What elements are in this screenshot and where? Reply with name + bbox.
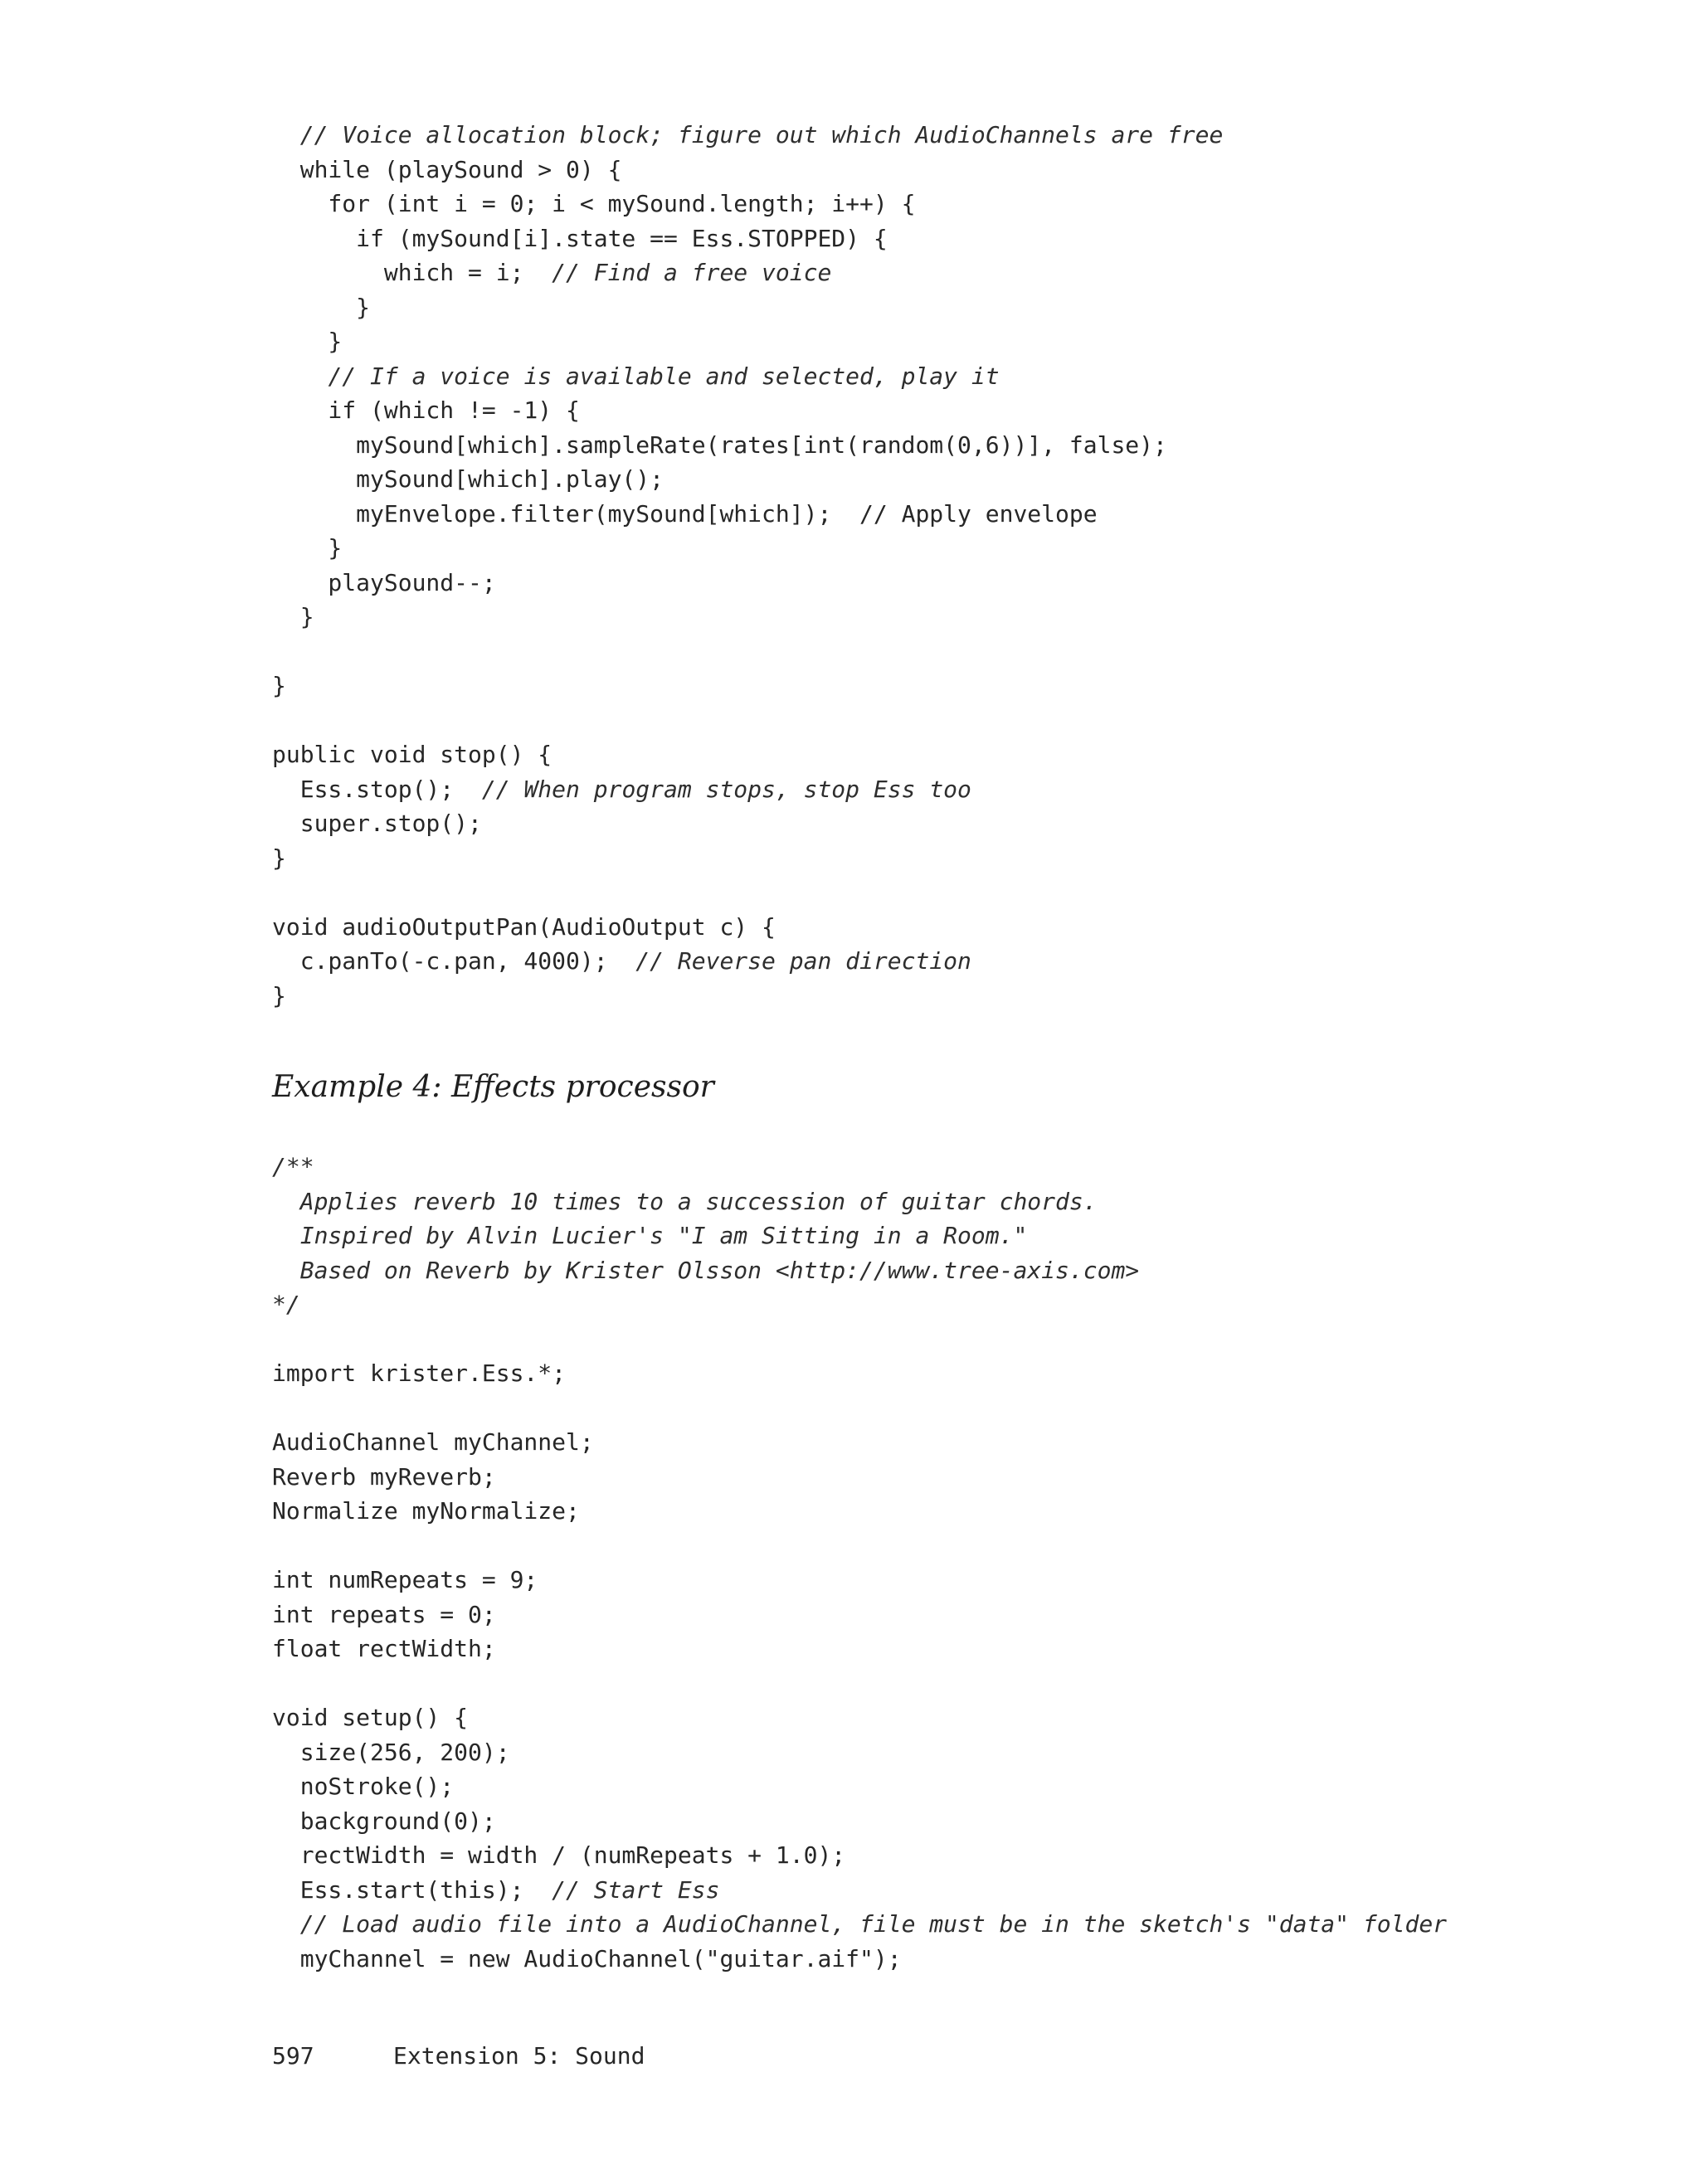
code-line: [272, 910, 1223, 945]
code-line: [272, 497, 1223, 532]
code-text: void setup() {: [272, 1704, 469, 1731]
code-text: mySound[which].sampleRate(rates[int(random(0,6))], false);: [272, 430, 1167, 459]
code-line: [272, 772, 1223, 807]
code-text: Normalize myNormalize;: [272, 1497, 580, 1525]
code-text: }: [272, 293, 371, 321]
code-line: [272, 1700, 1447, 1735]
code-listing-effects-processor: [272, 1150, 1447, 1976]
code-line: [272, 1494, 1447, 1529]
code-line: [272, 1460, 1447, 1495]
code-comment: /**: [272, 1153, 314, 1180]
code-line: [272, 875, 1223, 910]
code-text: rectWidth = width / (numRepeats + 1.0);: [272, 1841, 846, 1869]
code-text: import krister.Ess.*;: [272, 1360, 567, 1387]
code-line: [272, 737, 1223, 772]
code-text: while (playSound > 0) {: [272, 155, 622, 183]
code-line: [272, 1632, 1447, 1666]
code-text: for (int i = 0; i < mySound.length; i++) {: [272, 190, 916, 217]
section-heading: Example 4: Effects processor: [272, 1070, 714, 1104]
code-text: }: [272, 844, 286, 872]
code-comment: // Load audio file into a AudioChannel, file must be in the sketch's "data" folder: [299, 1910, 1448, 1938]
code-line: [272, 806, 1223, 841]
code-line: [272, 1563, 1447, 1598]
code-text: if (which != -1) {: [272, 396, 580, 424]
code-line: [272, 428, 1223, 463]
code-text: c.panTo(-c.pan, 4000);: [272, 947, 636, 975]
code-line: [272, 290, 1223, 325]
code-line: [272, 1287, 1447, 1322]
code-text: void audioOutputPan(AudioOutput c) {: [272, 912, 776, 941]
code-comment: Inspired by Alvin Lucier's "I am Sitting in a Room.": [272, 1222, 1028, 1249]
code-comment: // Voice allocation block; figure out which AudioChannels are free: [299, 121, 1224, 148]
code-line: [272, 566, 1223, 601]
code-line: [272, 462, 1223, 497]
code-comment: Applies reverb 10 times to a succession of guitar chords.: [272, 1187, 1098, 1215]
code-line: [272, 1666, 1447, 1701]
code-line: [272, 1598, 1447, 1632]
code-text: }: [272, 981, 286, 1009]
code-text: }: [272, 328, 343, 355]
code-line: [272, 1150, 1447, 1184]
code-text: int repeats = 0;: [272, 1600, 496, 1628]
code-line: [272, 944, 1223, 979]
code-line: [272, 1356, 1447, 1391]
code-listing-voice-allocation: [272, 118, 1223, 1013]
code-text: size(256, 200);: [272, 1738, 510, 1766]
running-section-title: Extension 5: Sound: [393, 2042, 645, 2070]
code-line: [272, 1425, 1447, 1460]
code-line: [272, 1529, 1447, 1564]
code-line: [272, 1391, 1447, 1426]
page-number: 597: [272, 2042, 314, 2070]
code-text: int numRepeats = 9;: [272, 1566, 538, 1593]
code-line: [272, 1769, 1447, 1804]
code-text: AudioChannel myChannel;: [272, 1428, 594, 1456]
code-comment: // When program stops, stop Ess too: [481, 775, 971, 803]
code-comment: */: [272, 1291, 300, 1318]
code-line: [272, 635, 1223, 669]
code-text: which = i;: [272, 259, 553, 286]
code-line: [272, 600, 1223, 635]
code-text: playSound--;: [272, 568, 496, 596]
code-text: [272, 121, 300, 148]
code-line: [272, 221, 1223, 256]
code-text: background(0);: [272, 1807, 496, 1835]
code-comment: // If a voice is available and selected, play it: [328, 362, 1000, 390]
code-text: Reverb myReverb;: [272, 1462, 496, 1491]
code-line: [272, 1184, 1447, 1219]
code-text: Ess.stop();: [272, 775, 482, 803]
code-text: [272, 362, 328, 390]
code-text: myEnvelope.filter(mySound[which]); // Apply envelope: [272, 499, 1098, 528]
code-comment: Based on Reverb by Krister Olsson <http://www.tree-axis.com>: [272, 1256, 1140, 1284]
code-line: [272, 393, 1223, 428]
code-line: [272, 359, 1223, 394]
code-line: [272, 1253, 1447, 1288]
code-comment: // Start Ess: [552, 1875, 720, 1904]
code-line: [272, 1804, 1447, 1839]
page-footer: [272, 2042, 645, 2070]
code-text: [272, 1910, 300, 1938]
code-line: [272, 1838, 1447, 1873]
code-line: [272, 1942, 1447, 1977]
code-text: mySound[which].play();: [272, 465, 665, 493]
code-line: [272, 1907, 1447, 1942]
code-text: noStroke();: [272, 1773, 455, 1800]
code-comment: // Reverse pan direction: [635, 947, 971, 975]
code-text: }: [272, 603, 314, 630]
code-line: [272, 979, 1223, 1014]
code-text: float rectWidth;: [272, 1635, 496, 1662]
code-line: [272, 1873, 1447, 1908]
code-line: [272, 153, 1223, 187]
code-text: public void stop() {: [272, 741, 553, 768]
code-line: [272, 118, 1223, 153]
code-line: [272, 324, 1223, 359]
code-text: }: [272, 672, 286, 699]
code-text: Ess.start(this);: [272, 1875, 553, 1904]
code-text: if (mySound[i].state == Ess.STOPPED) {: [272, 224, 888, 252]
code-text: super.stop();: [272, 810, 482, 837]
code-line: [272, 703, 1223, 738]
code-line: [272, 531, 1223, 566]
code-line: [272, 255, 1223, 290]
code-line: [272, 1218, 1447, 1253]
code-line: [272, 669, 1223, 703]
code-text: }: [272, 534, 343, 562]
code-text: myChannel = new AudioChannel("guitar.aif");: [272, 1944, 902, 1972]
code-line: [272, 187, 1223, 221]
code-line: [272, 1322, 1447, 1357]
code-line: [272, 841, 1223, 876]
code-comment: // Find a free voice: [552, 259, 832, 286]
code-line: [272, 1735, 1447, 1770]
